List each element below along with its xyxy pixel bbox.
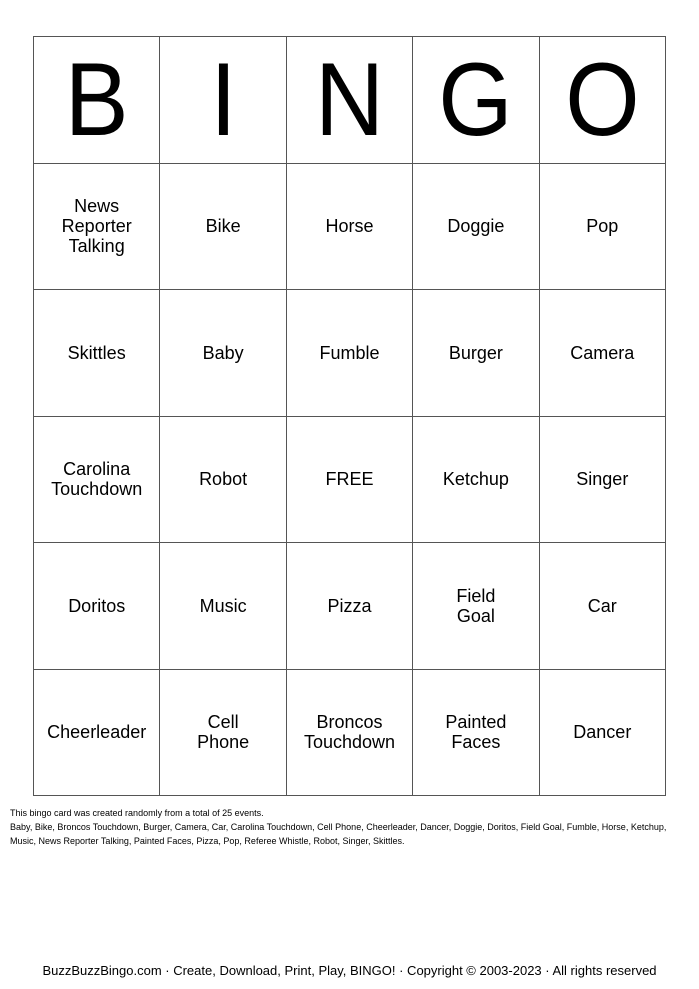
bingo-square	[540, 670, 666, 797]
square-text: Music	[199, 595, 247, 616]
square-text: Doggie	[447, 216, 505, 237]
bingo-square	[413, 670, 539, 797]
bingo-square	[287, 290, 413, 417]
square-text: Car	[587, 595, 617, 616]
bingo-square	[287, 543, 413, 670]
square-text: Skittles	[67, 342, 126, 363]
bingo-square	[160, 543, 286, 670]
header-letter-text: G	[438, 41, 514, 158]
bingo-square	[413, 417, 539, 544]
header-letter-b	[34, 37, 160, 164]
square-text: Bike	[205, 216, 241, 237]
header-letter-text: N	[314, 41, 385, 158]
header-letter-o	[540, 37, 666, 164]
bingo-square	[540, 417, 666, 544]
bingo-square	[413, 543, 539, 670]
square-text: Horse	[325, 216, 374, 237]
bingo-square	[34, 417, 160, 544]
header-letter-g	[413, 37, 539, 164]
square-text: Field Goal	[456, 585, 496, 626]
bingo-square	[160, 417, 286, 544]
square-text: Doritos	[68, 595, 126, 616]
header-letter-i	[160, 37, 286, 164]
bingo-square	[540, 290, 666, 417]
square-text: Cheerleader	[47, 722, 147, 743]
bingo-square	[34, 543, 160, 670]
bingo-square	[160, 670, 286, 797]
bingo-square	[160, 164, 286, 291]
bingo-square	[287, 670, 413, 797]
bingo-square	[287, 164, 413, 291]
card-info-events-list: Baby, Bike, Broncos Touchdown, Burger, Camera, Car, Carolina Touchdown, Cell Phone, Cheerleader, Dancer, Doggie, Doritos, Field Goal, Fumble, Horse, Ketchup, Music, News Reporter Talking, Painted Faces, Pizza, Pop, Referee Whistle, Robot, Singer, Skittles.	[10, 822, 667, 846]
bingo-square	[413, 290, 539, 417]
square-text: Fumble	[319, 342, 380, 363]
square-text: FREE	[325, 469, 374, 490]
header-letter-n	[287, 37, 413, 164]
square-text: Ketchup	[442, 469, 509, 490]
square-text: News Reporter Talking	[61, 196, 132, 257]
square-text: Pizza	[327, 595, 372, 616]
card-info-summary: This bingo card was created randomly from a total of 25 events.	[10, 808, 264, 818]
square-text: Robot	[199, 469, 248, 490]
free-square	[287, 417, 413, 544]
bingo-square	[34, 290, 160, 417]
header-letter-text: B	[64, 41, 129, 158]
bingo-square	[540, 543, 666, 670]
square-text: Carolina Touchdown	[51, 459, 143, 500]
square-text: Burger	[448, 342, 503, 363]
bingo-square	[34, 164, 160, 291]
bingo-card	[33, 36, 666, 796]
bingo-square	[160, 290, 286, 417]
bingo-square	[34, 670, 160, 797]
bingo-square	[413, 164, 539, 291]
square-text: Camera	[570, 342, 635, 363]
square-text: Painted Faces	[445, 712, 507, 753]
bingo-square	[540, 164, 666, 291]
header-letter-text: I	[209, 41, 237, 158]
square-text: Pop	[586, 216, 619, 237]
square-text: Singer	[576, 469, 629, 490]
square-text: Cell Phone	[197, 712, 250, 753]
card-info	[10, 806, 675, 848]
square-text: Baby	[202, 342, 244, 363]
footer-text: BuzzBuzzBingo.com · Create, Download, Print, Play, BINGO! · Copyright © 2003-2023 · All rights reserved	[42, 963, 657, 978]
square-text: Broncos Touchdown	[303, 712, 396, 753]
header-letter-text: O	[565, 41, 640, 158]
square-text: Dancer	[573, 722, 632, 743]
